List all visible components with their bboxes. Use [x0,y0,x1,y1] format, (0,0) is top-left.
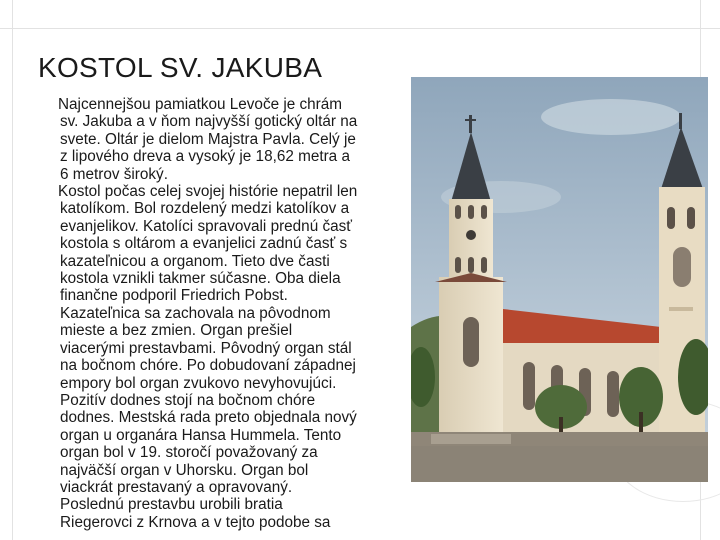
text-line: svete. Oltár je dielom Majstra Pavla. Celý je [60,130,356,148]
tower-clock [466,230,476,240]
text-line: dodnes. Mestská rada preto objednala nový [60,409,357,427]
text-line: Riegerovci z Krnova a v tejto podobe sa [60,513,331,531]
text-line: katolíkom. Bol rozdelený medzi katolíkov a [60,200,350,218]
tower-window [468,257,474,273]
fence-panel [431,434,511,444]
cloud [541,99,681,135]
right-tower-window [667,207,675,229]
text-line: Poslednú prestavbu urobili bratia [60,496,283,514]
right-tower-window [673,247,691,287]
text-line: Kostol počas celej svojej histórie nepatril len [58,183,358,201]
spire-cross-bar [465,119,476,121]
text-line: viackrát prestavaný a opravovaný. [60,478,293,496]
text-line: Pozitív dodnes stojí na bočnom chóre [60,391,316,409]
text-line: empory bol organ zvukovo nevyhovujúci. [60,374,337,392]
tower-window [468,205,474,219]
ground [411,446,708,482]
text-line: Kazateľnica sa zachovala na pôvodnom [60,304,331,322]
text-line: finančne podporil Friedrich Pobst. [60,287,288,305]
text-line: Najcennejšou pamiatkou Levoče je chrám [58,96,343,113]
text-line: najväčší organ v Uhorsku. Organ bol [60,461,309,479]
tower-window [481,205,487,219]
text-line: viacerými prestavbami. Pôvodný organ stál [60,339,352,357]
text-line: z lipového dreva a vysoký je 18,62 metra a [60,148,350,166]
slide-title: KOSTOL SV. JAKUBA [38,52,323,83]
right-spire-cross [679,113,682,129]
right-tower-window [687,207,695,229]
paragraph-history [60,183,412,531]
slide-frame-line-left [12,0,13,540]
text-line: kostola s oltárom a evanjelici zadnú časť s [60,235,348,253]
church-photo [411,77,708,482]
text-line: kazateľnicou a organom. Tieto dve časti [60,252,330,270]
text-line: organ bol v 19. storočí považovaný za [60,444,318,462]
tower-window [481,257,487,273]
slide-body-text [60,96,412,531]
church-illustration [411,77,708,482]
text-line: kostola vznikli takmer súčasne. Oba diela [60,270,341,288]
tower-window [455,205,461,219]
tower-window [455,257,461,273]
right-tower-band [669,307,693,311]
spire-cross [469,115,472,133]
text-line: sv. Jakuba a v ňom najvyšší gotický oltár na [60,113,358,131]
text-line: mieste a bez zmien. Organ prešiel [60,322,293,340]
text-line: organ u organára Hansa Hummela. Tento [60,426,342,444]
slide-frame-line-top [0,28,720,29]
text-line: 6 metrov široký. [60,165,168,183]
text-line: evanjelikov. Katolíci spravovali prednú časť [60,217,352,235]
tower-lancet-window [463,317,479,367]
paragraph-altar [60,96,412,183]
nave-window [523,362,535,410]
nave-window [607,371,619,417]
text-line: na bočnom chóre. Po dobudovaní západnej [60,357,356,375]
